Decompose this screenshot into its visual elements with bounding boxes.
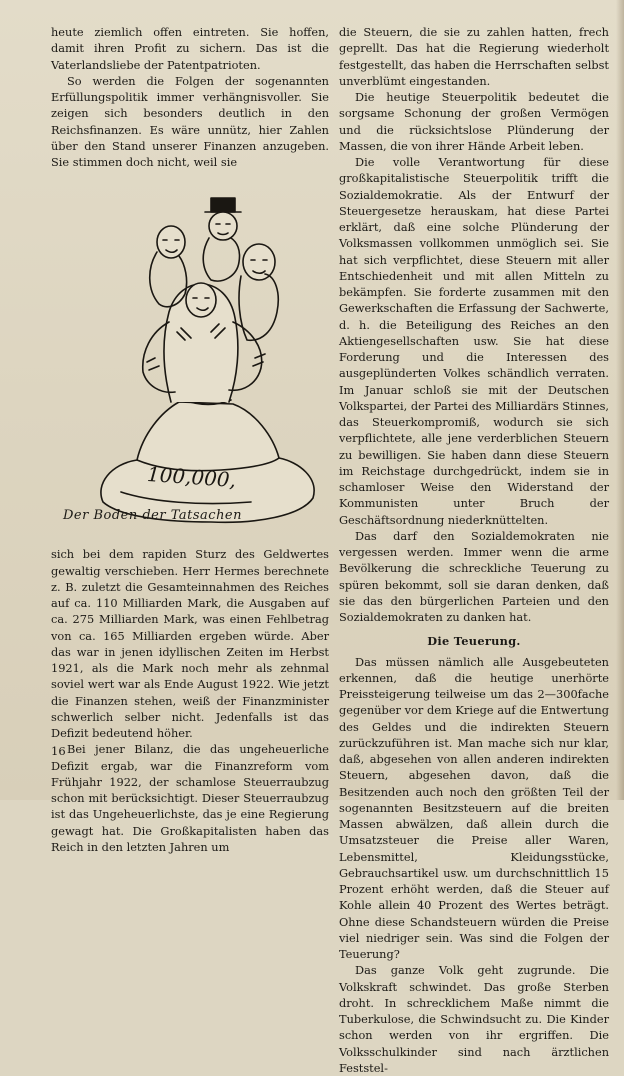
paragraph: heute ziemlich offen eintreten. Sie hoffen, damit ihren Profit zu sichern. Das ist die Vaterlandsliebe der Patentpatrioten. xyxy=(51,24,329,73)
teuerung-text xyxy=(339,654,609,1076)
paragraph: sich bei dem rapiden Sturz des Geldwertes gewaltig verschieben. Herr Hermes berechnete z. B. zuletzt die Gesamteinnahmen des Reiches auf ca. 110 Milliarden Mark, die Ausgaben auf ca. 275 Milliarden Mark, was einen Fehlbetrag von ca. 165 Milliarden ergeben würde. Aber das war in jenen idyllischen Zeiten im Herbst 1921, als die Mark noch mehr als zehnmal soviel wert war als Ende August 1922. Wie jetzt die Finanzen stehen, weiß der Finanzminister schwerlich selber nicht. Jedenfalls ist das Defizit bedeutend höher. xyxy=(51,546,329,741)
left-bottom-text xyxy=(51,546,329,855)
left-top-text xyxy=(51,24,329,170)
paragraph: Das müssen nämlich alle Ausgebeuteten erkennen, daß die heutige unerhörte Preissteigerung teilweise um das 2—300fache gegenüber vor dem Kriege auf die Entwertung des Geldes und die indirekten Steuern zurückzuführen ist. Man mache sich nur klar, daß, abgesehen von allen anderen indirekten Steuern, abgesehen davon, daß die Besitzenden auch noch den größten Teil der sogenannten Besitzsteuern auf die breiten Massen abwälzen, daß allein durch die Umsatzsteuer die Preise aller Waren, Lebensmittel, Kleidungsstücke, Gebrauchsartikel usw. um durchschnittlich 15 Prozent erhöht werden, daß die Steuer auf Kohle allein 40 Prozent des Wertes beträgt. Ohne diese Schandsteuern würden die Preise viel niedriger sein. Was sind die Folgen der Teuerung? xyxy=(339,654,609,963)
left-column xyxy=(51,24,329,855)
paragraph: Die heutige Steuerpolitik bedeutet die sorgsame Schonung der großen Vermögen und die rücksichtslose Plünderung der Massen, die von ihrer Hände Arbeit leben. xyxy=(339,89,609,154)
bag-label: 100,000, xyxy=(146,462,237,492)
paragraph: die Steuern, die sie zu zahlen hatten, frech geprellt. Das hat die Regierung wiederholt festgestellt, das haben die Herrschaften selbst unverblümt eingestanden. xyxy=(339,24,609,89)
page-number: 16 xyxy=(51,744,66,758)
figure-caption: Der Boden der Tatsachen xyxy=(63,508,242,524)
section-heading: Die Teuerung. xyxy=(339,633,609,649)
cartoon-illustration xyxy=(51,172,329,542)
cartoon-drawing xyxy=(51,172,329,542)
right-top-text xyxy=(339,24,609,625)
paragraph: So werden die Folgen der sogenannten Erfüllungspolitik immer verhängnisvoller. Sie zeigen sich besonders deutlich in den Reichsfinanzen. Es wäre unnütz, hier Zahlen über den Stand unserer Finanzen anzugeben. Sie stimmen doch nicht, weil sie xyxy=(51,73,329,171)
right-column xyxy=(339,24,609,1076)
page-edge-shadow xyxy=(616,0,624,800)
paragraph: Bei jener Bilanz, die das ungeheuerliche Defizit ergab, war die Finanzreform vom Frühjahr 1922, der schamlose Steuerraubzug schon mit berücksichtigt. Dieser Steuerraubzug ist das Ungeheuerlichste, das je eine Regierung gewagt hat. Die Großkapitalisten haben das Reich in den letzten Jahren um xyxy=(51,741,329,855)
paragraph: Die volle Verantwortung für diese großkapitalistische Steuerpolitik trifft die Sozialdemokratie. Als der Entwurf der Steuergesetze herauskam, hat diese Partei erklärt, daß eine solche Plünderung der Volksmassen vollkommen unmöglich sei. Sie hat sich verpflichtet, diese Steuern mit aller Entschiedenheit und mit allen Mitteln zu bekämpfen. Sie forderte zusammen mit den Gewerkschaften die Erfassung der Sachwerte, d. h. die Beteiligung des Reiches an den Aktiengesellschaften usw. Sie hat diese Forderung und die Interessen des ausgeplünderten Volkes schändlich verraten. Im Januar schloß sie mit der Deutschen Volkspartei, der Partei des Milliardärs Stinnes, das Steuerkompromiß, wodurch sie sich verpflichtete, alle jene verderblichen Steuern zu bewilligen. Sie haben dann diese Steuern im Reichstage durchgedrückt, indem sie in schamloser Weise den Widerstand der Kommunisten unter Bruch der Geschäftsordnung niederknüttelten. xyxy=(339,154,609,528)
paragraph: Das ganze Volk geht zugrunde. Die Volkskraft schwindet. Das große Sterben droht. In schrecklichem Maße nimmt die Tuberkulose, die Schwindsucht zu. Die Kinder schon werden von ihr ergriffen. Die Volksschulkinder sind nach ärztlichen Feststel- xyxy=(339,962,609,1076)
paragraph: Das darf den Sozialdemokraten nie vergessen werden. Immer wenn die arme Bevölkerung die schreckliche Teuerung zu spüren bekommt, soll sie daran denken, daß sie das den bürgerlichen Parteien und den Sozialdemokraten zu danken hat. xyxy=(339,528,609,626)
